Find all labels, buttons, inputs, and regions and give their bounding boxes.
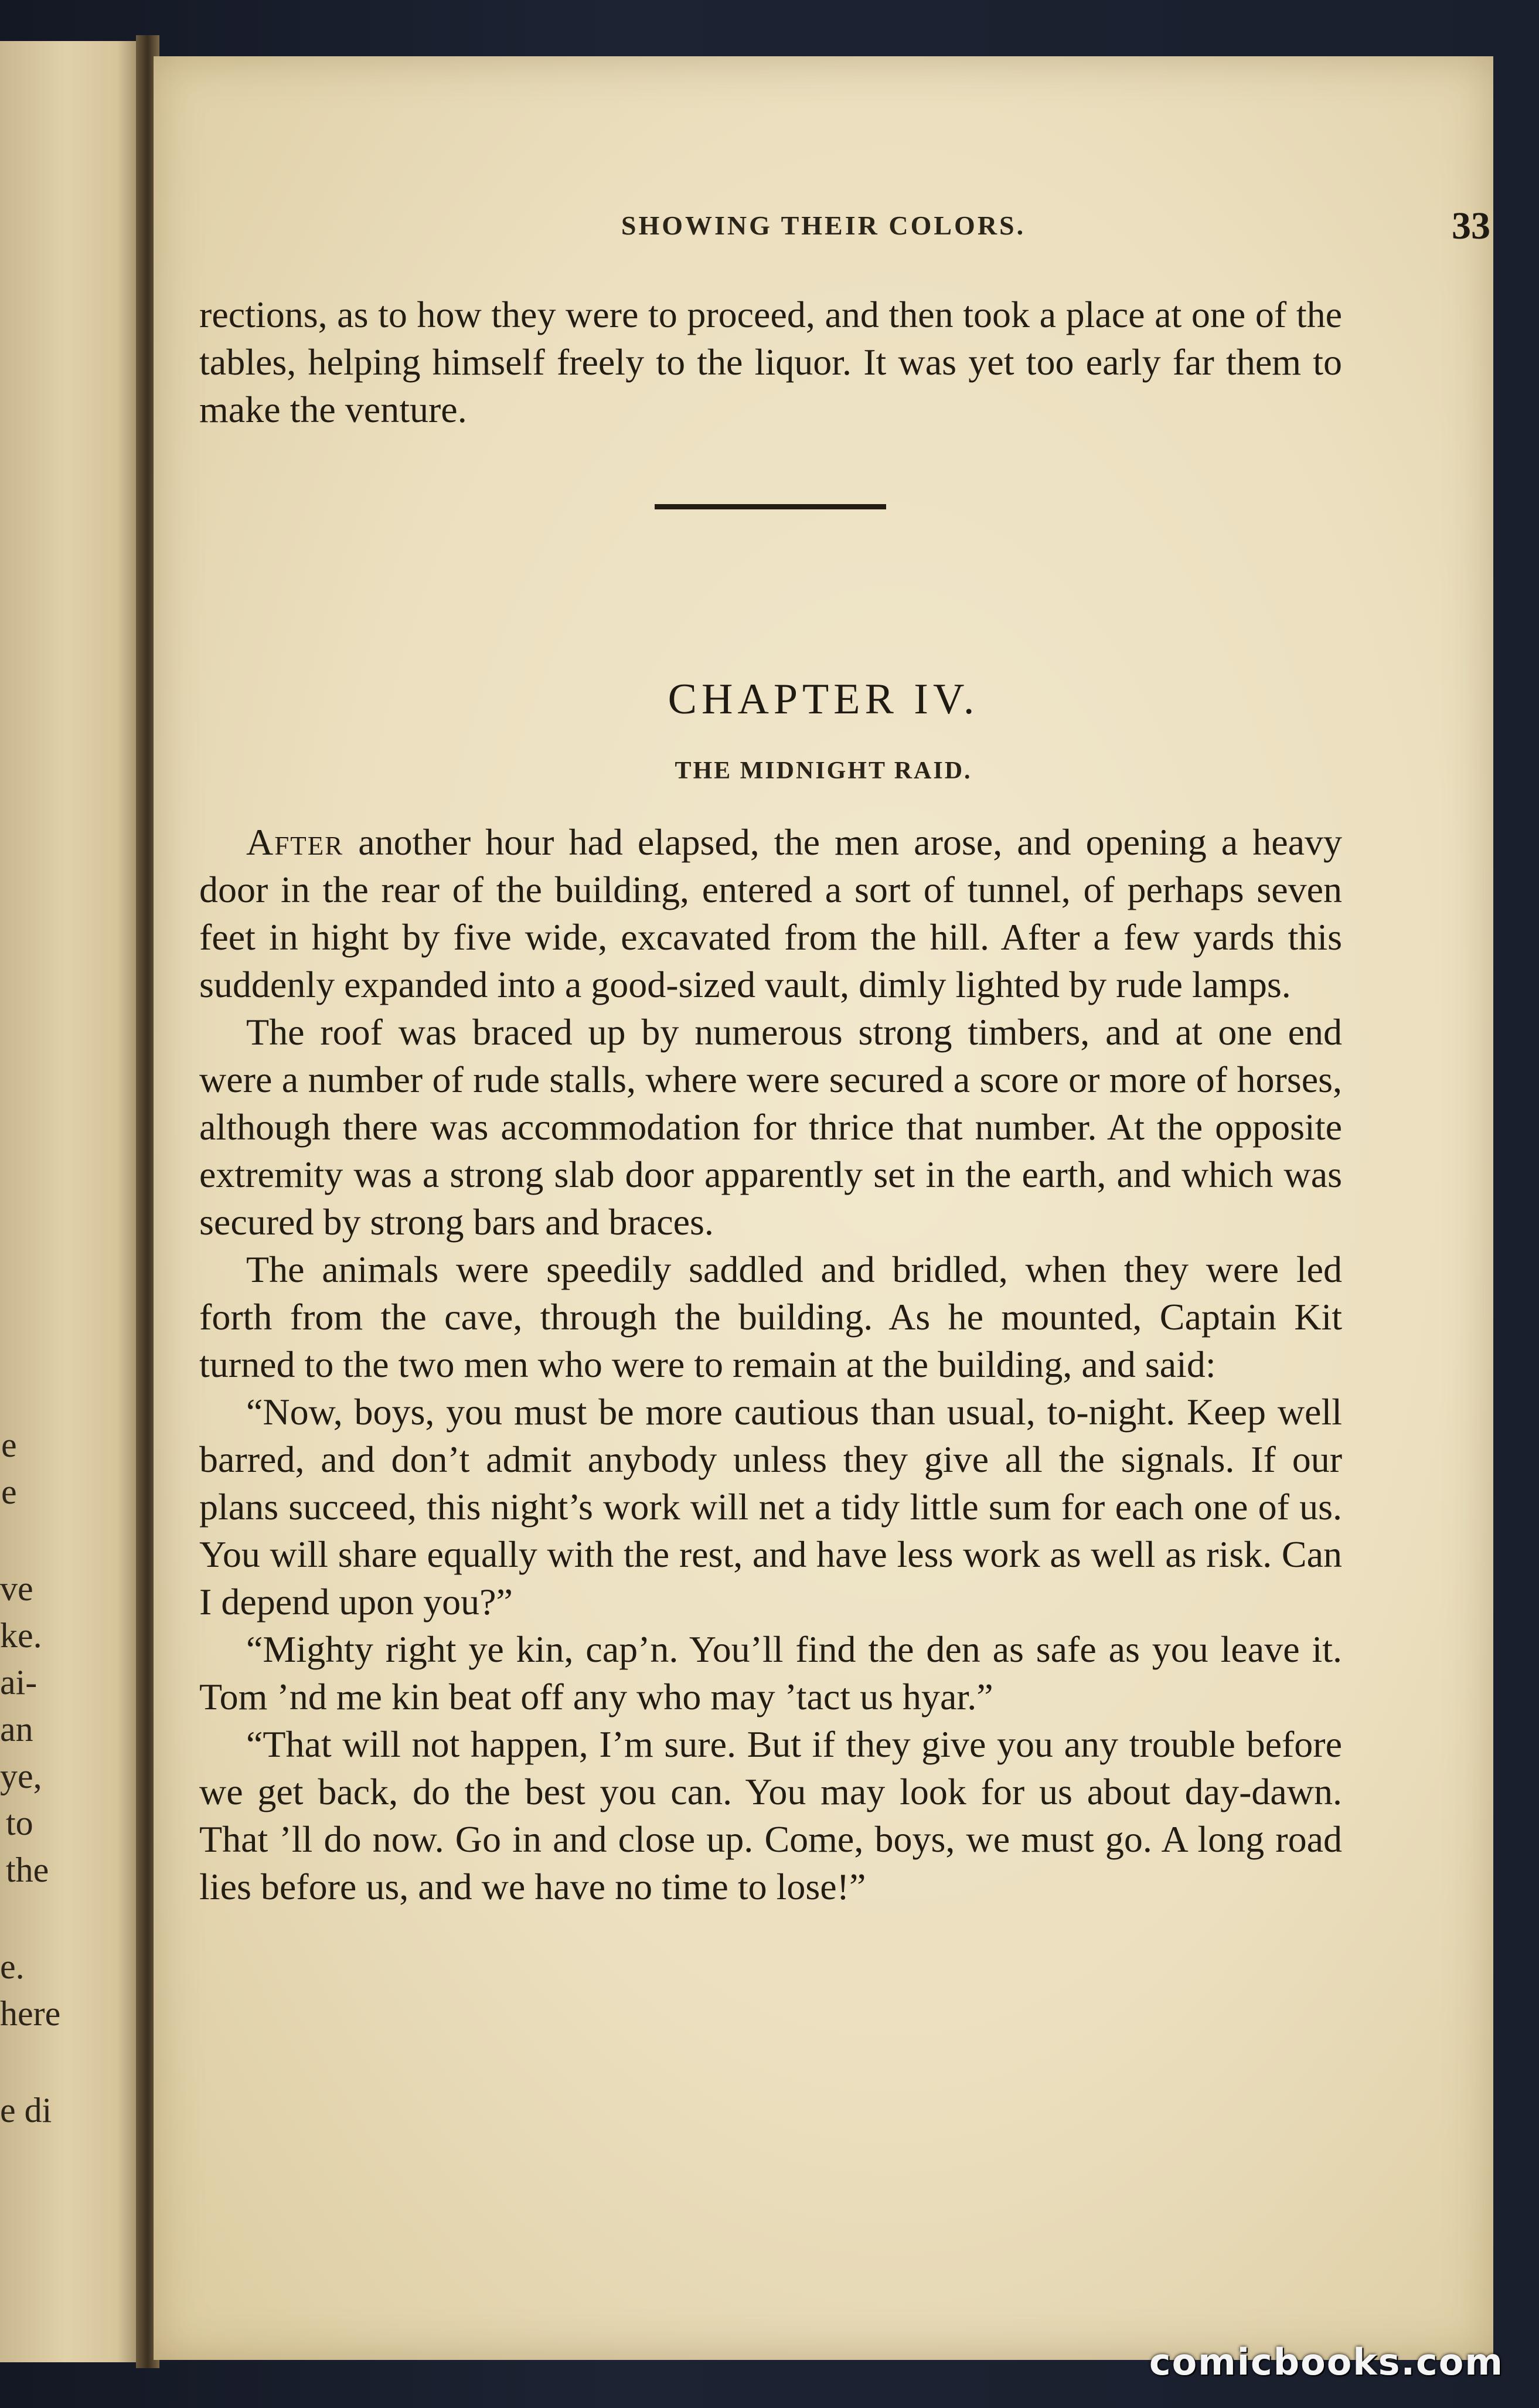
site-watermark: comicbooks.com [1149,2341,1504,2383]
facing-page-fragment: an [0,1710,33,1749]
paragraph: “Now, boys, you must be more cautious than usual, to-night. Keep well barred, and don’t admit anybody unless they give all the signals. If our plans succeed, this night’s work will net a tidy little sum for each one of us. You will share equally with the rest, and have less work as well as risk. Can I depend upon you?” [199,1391,1342,1623]
paragraph: The roof was braced up by numerous strong timbers, and at one end were a number of rude stalls, where were secured a score or more of horses, although there was accommodation for thrice that number. At the opposite extremity was a strong slab door apparently set in the earth, and which was secured by strong bars and braces. [199,1011,1342,1243]
paragraph: rections, as to how they were to proceed, and then took a place at one of the tables, helping himself freely to the liquor. It was yet too early far them to make the venture. [199,294,1342,430]
facing-page-fragment: ye, [0,1757,42,1795]
chapter-subtitle: THE MIDNIGHT RAID. [675,757,972,784]
facing-page-fragment: ve [0,1569,33,1608]
facing-page-fragment: e [1,1426,17,1464]
paragraph: The animals were speedily saddled and bridled, when they were led forth from the cave, through the building. As he mounted, Captain Kit turned to the two men who were to remain at the building, and said: [199,1249,1342,1385]
facing-page-fragment: e di [0,2091,52,2130]
paragraph: “Mighty right ye kin, cap’n. You’ll find the den as safe as you leave it. Tom ’nd me kin beat off any who may ’tact us hyar.” [199,1628,1342,1717]
lead-word: After [246,821,344,863]
chapter-title: CHAPTER IV. [668,675,979,723]
facing-page-edge [0,41,147,2362]
paragraph-text: another hour had elapsed, the men arose, and opening a heavy door in the rear of the building, entered a sort of tunnel, of perhaps seven feet in hight by five wide, excavated from the hill. After a few yards this suddenly expanded into a good-sized vault, dimly lighted by rude lamps. [199,821,1342,1005]
facing-page-fragment: ai- [0,1663,38,1702]
section-rule [655,504,886,509]
book-page [154,56,1493,2360]
facing-page-fragment: to [6,1804,33,1842]
facing-page-fragment: ke. [0,1616,42,1655]
page-header [154,205,1493,251]
facing-page-fragment: the [6,1851,49,1889]
paragraph: “That will not happen, I’m sure. But if they give you any trouble before we get back, do the best you can. You may look for us about day-dawn. That ’ll do now. Go in and close up. Come, boys, we must go. A long road lies before us, and we have no time to lose!” [199,1723,1342,1907]
continued-paragraph [199,291,1342,433]
chapter-body [199,818,1342,1910]
facing-page-fragment: e [1,1472,17,1511]
page-number: 33 [1452,205,1490,247]
running-head: SHOWING THEIR COLORS. [621,210,1026,240]
facing-page-fragment: here [0,1994,61,2033]
facing-page-fragment: e. [0,1947,25,1986]
paragraph [199,818,1342,1008]
